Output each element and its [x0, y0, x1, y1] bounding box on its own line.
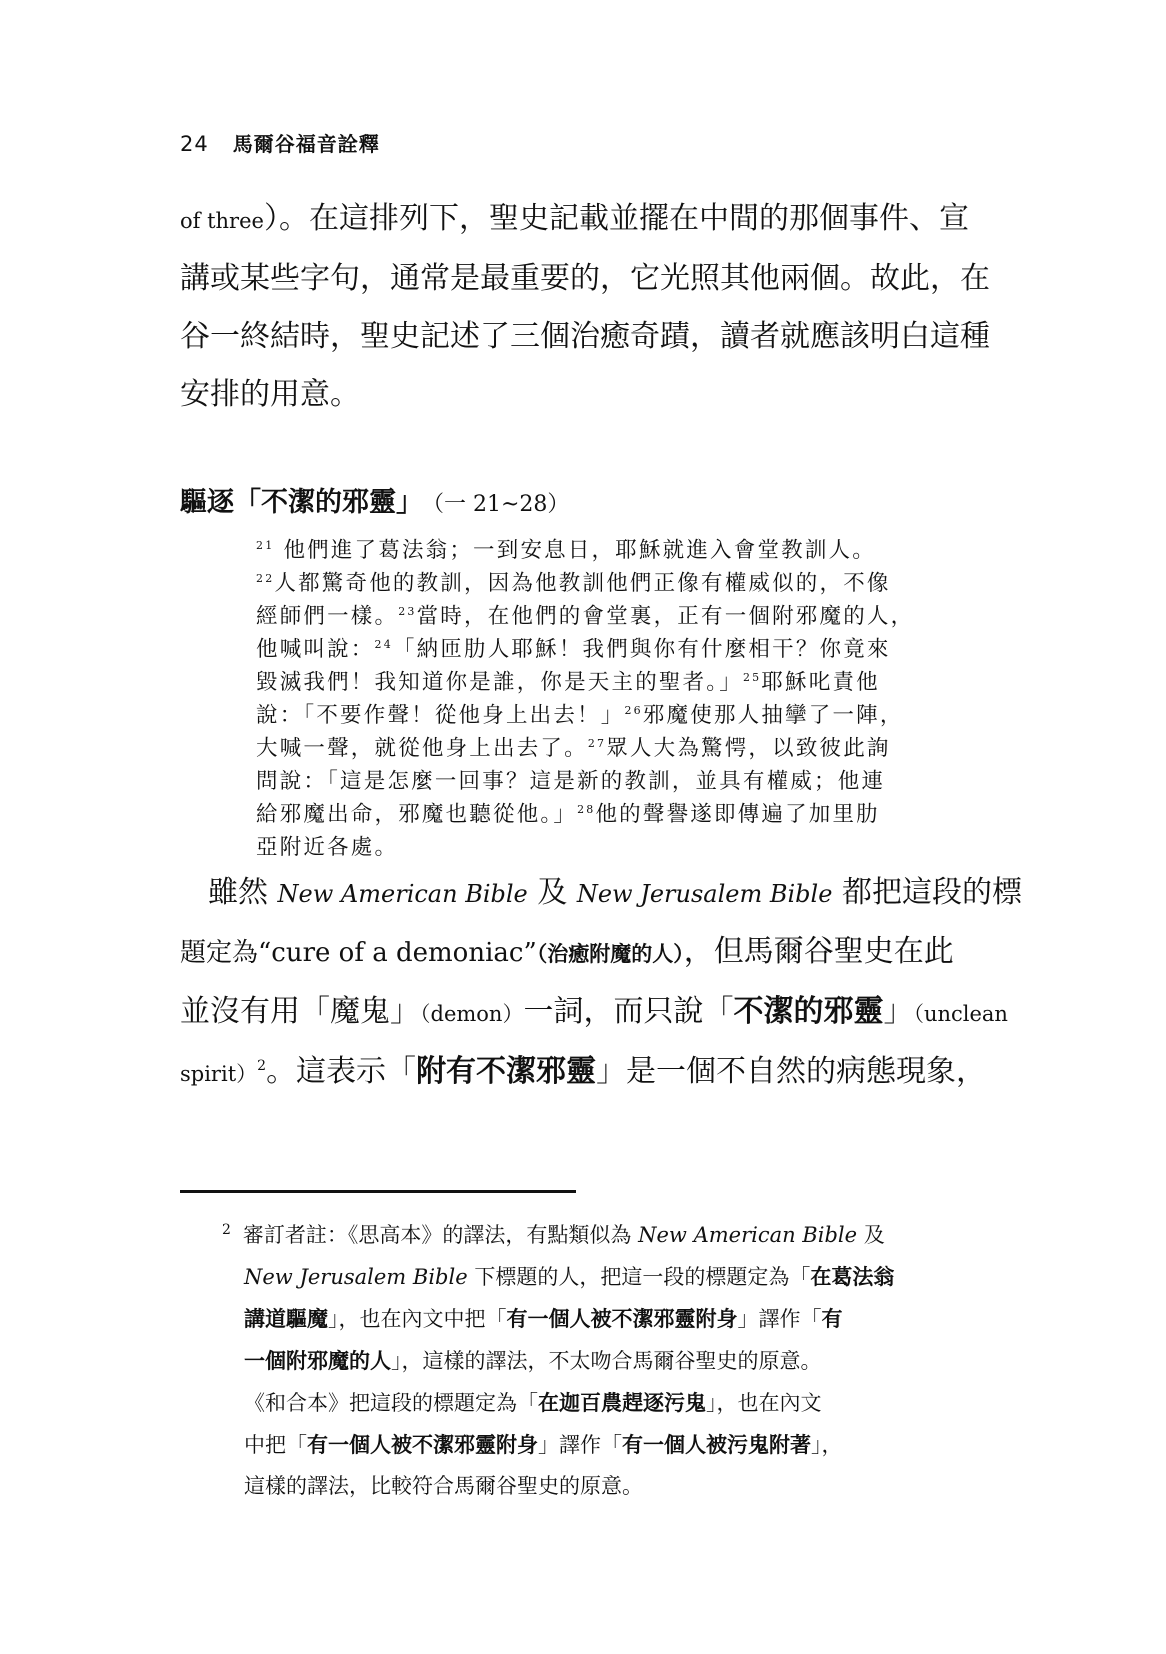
footnote-text: 」，也在內文中把「	[328, 1307, 507, 1331]
body-paragraph	[180, 864, 1022, 1103]
running-header	[180, 128, 380, 157]
verse-number: 27	[587, 736, 607, 750]
footnote-line	[222, 1210, 992, 1256]
body-text: ，但馬爾谷聖史在此	[683, 934, 954, 969]
verse-text: 邪魔使那人抽攣了一陣，	[642, 703, 904, 728]
section-heading	[180, 480, 569, 519]
emphasis: 有一個人被不潔邪靈附身	[307, 1432, 538, 1457]
verse-text: 經師們一樣。	[256, 604, 399, 629]
verse-text: 「納匝肋人耶穌！我們與你有什麼相干？你竟來	[392, 637, 891, 662]
body-line	[180, 1043, 1000, 1103]
section-title: 驅逐「不潔的邪靈」	[180, 487, 423, 518]
emphasis: 有一個人被不潔邪靈附身	[506, 1306, 738, 1331]
scripture-line	[256, 600, 936, 633]
footnote-text: 中把「	[244, 1433, 307, 1457]
intro-line: 安排的用意。	[180, 377, 360, 412]
intro-line	[180, 190, 1000, 250]
footnote-text: 」，這樣的譯法，不太吻合馬爾谷聖史的原意。	[391, 1349, 822, 1373]
body-text: 。這表示「	[266, 1054, 417, 1089]
footnote-text: 及	[857, 1223, 885, 1247]
body-text: 一詞，而只說「	[523, 994, 734, 1029]
gloss: （demon）	[420, 1002, 524, 1026]
emphasis: 有一個人被污鬼附著	[622, 1432, 811, 1457]
verse-number: 24	[374, 637, 393, 651]
body-text: 都把這段的標	[832, 875, 1022, 910]
footnote	[222, 1210, 992, 1507]
footnote-text: 」譯作「	[737, 1307, 822, 1331]
intro-text: ）。在這排列下，聖史記載並擺在中間的那個事件、宣	[263, 201, 969, 236]
verse-text: 他喊叫說：	[256, 637, 375, 662]
gloss: （unclean	[913, 1002, 1008, 1026]
verse-text: 給邪魔出命，邪魔也聽從他。」	[256, 802, 578, 827]
verse-number: 22	[256, 571, 275, 585]
scripture-quote	[256, 534, 936, 864]
verse-text: 說：「不要作聲！從他身上出去！」	[256, 703, 625, 728]
emphasis: 在迦百農趕逐污鬼	[538, 1390, 706, 1415]
footnote-text: 《和合本》把這段的標題定為「	[244, 1391, 538, 1415]
verse-number: 23	[398, 604, 417, 618]
bible-title: New Jerusalem Bible	[244, 1265, 468, 1289]
body-text: 題定為“cure of a demoniac”	[180, 938, 537, 968]
footnote-line	[222, 1466, 992, 1507]
footnote-line	[222, 1340, 992, 1382]
footnote-text: 審訂者註：《思高本》的譯法，有點類似為	[242, 1223, 639, 1247]
scripture-line	[256, 699, 936, 732]
section-reference: （一 21~28）	[433, 492, 570, 517]
scripture-line	[256, 732, 936, 765]
body-text: 」	[883, 994, 914, 1029]
body-line	[180, 923, 1000, 983]
verse-text: 人都驚奇他的教訓，因為他教訓他們正像有權威似的，不像	[274, 571, 891, 596]
verse-text: 亞附近各處。	[256, 835, 399, 860]
scripture-line	[256, 831, 936, 864]
intro-line: 谷一終結時，聖史記述了三個治癒奇蹟，讀者就應該明白這種	[180, 319, 990, 354]
verse-number: 26	[624, 703, 643, 717]
verse-number: 28	[577, 802, 596, 816]
scripture-line	[256, 567, 936, 600]
body-text: 並沒有用「魔鬼」	[180, 994, 420, 1029]
gloss: spirit）	[180, 1062, 258, 1086]
footnote-divider	[180, 1190, 576, 1193]
intro-paragraph	[180, 190, 1000, 424]
latin-term: of three	[180, 209, 264, 233]
verse-text: 眾人大為驚愕，以致彼此詢	[606, 736, 891, 761]
verse-number: 25	[742, 670, 762, 684]
footnote-text: 這樣的譯法，比較符合馬爾谷聖史的原意。	[244, 1474, 643, 1498]
bible-title: New American Bible	[638, 1223, 858, 1247]
footnote-line	[222, 1256, 992, 1298]
verse-text: 大喊一聲，就從他身上出去了。	[256, 736, 588, 761]
verse-text: 當時，在他們的會堂裏，正有一個附邪魔的人，	[416, 604, 915, 629]
verse-text: 耶穌叱責他	[761, 670, 880, 695]
footnote-line	[222, 1298, 992, 1340]
footnote-text: 」譯作「	[538, 1433, 622, 1457]
scripture-line	[256, 765, 936, 798]
page-number: 24	[180, 132, 209, 156]
emphasis: 講道驅魔	[244, 1306, 328, 1331]
verse-number: 21	[256, 538, 275, 552]
footnote-text: 」，也在內文	[706, 1391, 822, 1415]
scripture-line	[256, 633, 936, 666]
body-line	[180, 864, 1022, 923]
emphasis: 附有不潔邪靈	[416, 1054, 597, 1089]
scripture-line	[256, 798, 936, 831]
body-text: 及	[527, 875, 577, 910]
footnote-ref: 2	[257, 1058, 267, 1074]
verse-text: 問說：「這是怎麼一回事？這是新的教訓，並具有權威；他連	[256, 769, 886, 794]
verse-text: 毀滅我們！我知道你是誰，你是天主的聖者。」	[256, 670, 743, 695]
emphasis: 一個附邪魔的人	[244, 1348, 391, 1373]
verse-text: 他們進了葛法翁；一到安息日，耶穌就進入會堂教訓人。	[274, 538, 876, 563]
book-title: 馬爾谷福音詮釋	[232, 132, 380, 156]
bible-title: New Jerusalem Bible	[576, 880, 833, 908]
body-text: 」是一個不自然的病態現象，	[596, 1054, 987, 1089]
scripture-line	[256, 534, 936, 567]
scripture-line	[256, 666, 936, 699]
body-text: 雖然	[208, 875, 278, 910]
footnote-line	[222, 1382, 992, 1424]
gloss: （治癒附魔的人）	[536, 941, 684, 966]
footnote-text: 」，	[811, 1433, 843, 1457]
emphasis: 在葛法翁	[810, 1264, 895, 1289]
emphasis: 不潔的邪靈	[733, 994, 884, 1029]
footnote-mark: 2	[222, 1222, 231, 1238]
emphasis: 有	[821, 1306, 843, 1331]
body-line	[180, 983, 1008, 1043]
verse-text: 他的聲譽遂即傳遍了加里肋	[595, 802, 880, 827]
intro-line: 講或某些字句，通常是最重要的，它光照其他兩個。故此，在	[180, 261, 990, 296]
bible-title: New American Bible	[277, 880, 528, 908]
footnote-line	[222, 1424, 992, 1466]
footnote-text: 下標題的人，把這一段的標題定為「	[467, 1265, 811, 1289]
